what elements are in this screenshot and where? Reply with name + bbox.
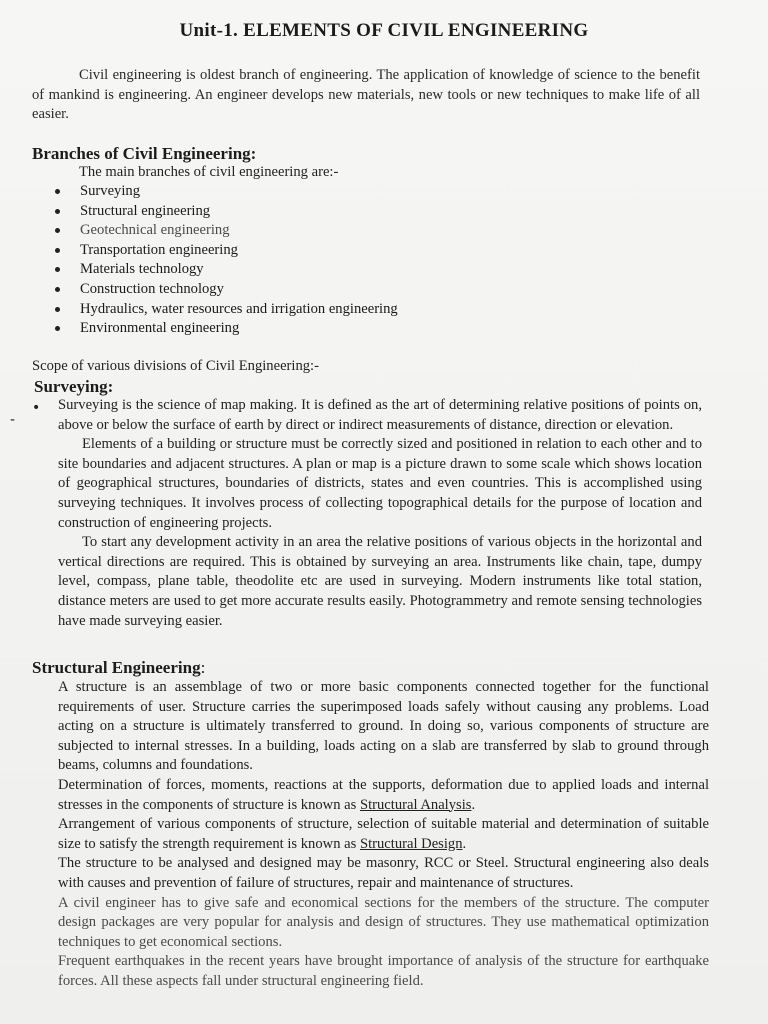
- intro-paragraph: Civil engineering is oldest branch of engineering. The application of knowledge of science to the benefit of mankind is engineering. An engineer develops new materials, new tools or new techniques to make life of all easier.: [32, 67, 700, 123]
- bullet-mark: •: [32, 400, 41, 416]
- structural-paragraph: [58, 776, 709, 815]
- structural-heading-colon: :: [200, 658, 206, 677]
- structural-heading-text: Structural Engineering: [32, 658, 201, 677]
- branches-heading: Branches of Civil Engineering:: [32, 144, 257, 163]
- list-item: Structural engineering: [52, 202, 398, 222]
- list-item: Transportation engineering: [52, 241, 398, 261]
- surveying-paragraph: Surveying is the science of map making. It is defined as the art of determining relative positions of points on, above or below the surface of earth by direct or indirect measurements of distance, direction or elevation.: [58, 397, 702, 433]
- structural-heading: [32, 658, 205, 678]
- document-title: Unit-1. ELEMENTS OF CIVIL ENGINEERING: [179, 20, 589, 41]
- structural-section: [58, 678, 709, 992]
- list-item: Surveying: [52, 182, 398, 202]
- branches-lead: The main branches of civil engineering are:-: [79, 164, 339, 180]
- structural-paragraph: The structure to be analysed and designed may be masonry, RCC or Steel. Structural engineering also deals with causes and prevention of failure of structures, repair and maintenance of structures.: [58, 855, 709, 891]
- surveying-section: [58, 396, 702, 631]
- structural-paragraph: A structure is an assemblage of two or more basic components connected together for the functional requirements of user. Structure carries the superimposed loads safely without causing any problems. Load acting on a structure is ultimately transferred to ground. In doing so, various components of structure are subjected to internal stresses. In a building, loads acting on a slab are transferred by slab to ground through beams, columns and foundations.: [58, 679, 709, 774]
- structural-text: .: [462, 835, 467, 852]
- list-item: Hydraulics, water resources and irrigation engineering: [52, 300, 398, 320]
- structural-paragraph: [58, 815, 709, 854]
- branches-list: [52, 182, 398, 339]
- structural-text: .: [471, 796, 476, 813]
- structural-text: Arrangement of various components of structure, selection of suitable material and determination of suitable size to satisfy the strength requirement is known as: [58, 816, 709, 852]
- margin-dash-mark: -: [10, 412, 16, 428]
- surveying-heading: Surveying:: [34, 377, 114, 396]
- list-item: Geotechnical engineering: [52, 221, 398, 241]
- surveying-paragraph: Elements of a building or structure must be correctly sized and positioned in relation to each other and to site boundaries and adjacent structures. A plan or map is a picture drawn to some scale which shows location of geographical structures, boundaries of districts, states and even countries. This is accomplished using surveying techniques. It involves process of collecting topographical details for the purpose of location and construction of engineering projects.: [58, 436, 702, 531]
- structural-design-term: Structural Design: [359, 835, 463, 852]
- surveying-paragraph: To start any development activity in an area the relative positions of various objects in the horizontal and vertical directions are required. This is obtained by surveying an area. Instruments like chain, tape, dumpy level, compass, plane table, theodolite etc are used in surveying. Modern instruments like total station, distance meters are used to get more accurate results easily. Photogrammetry and remote sensing technologies have made surveying easier.: [58, 534, 702, 629]
- structural-analysis-term: Structural Analysis: [359, 796, 472, 813]
- structural-text: Determination of forces, moments, reactions at the supports, deformation due to applied loads and internal stresses in the components of structure is known as: [58, 776, 709, 813]
- structural-paragraph: A civil engineer has to give safe and economical sections for the members of the structure. The computer design packages are very popular for analysis and design of structures. They use mathematical optimization techniques to get economical sections.: [58, 894, 709, 950]
- list-item: Environmental engineering: [52, 319, 398, 339]
- structural-paragraph: Frequent earthquakes in the recent years have brought importance of analysis of the structure for earthquake forces. All these aspects fall under structural engineering field.: [58, 953, 709, 989]
- list-item: Materials technology: [52, 260, 398, 280]
- list-item: Construction technology: [52, 280, 398, 300]
- scope-line: Scope of various divisions of Civil Engineering:-: [32, 358, 319, 374]
